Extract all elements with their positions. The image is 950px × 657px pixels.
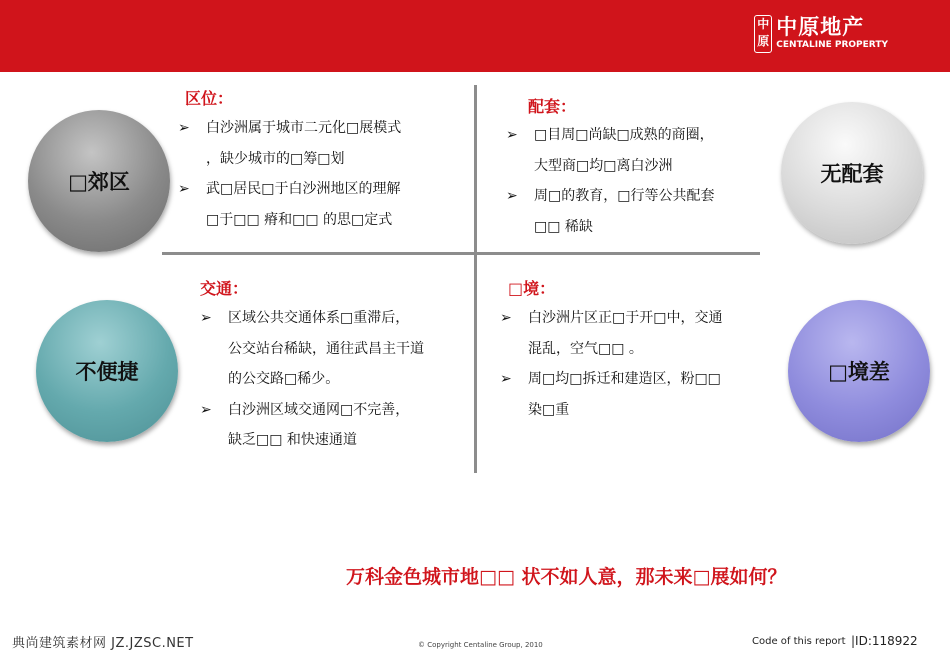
bullets-traffic bbox=[200, 303, 470, 456]
vertical-divider bbox=[474, 85, 477, 473]
heading-facilities: 配套： bbox=[528, 97, 577, 116]
circle-environment-label: □境差 bbox=[828, 360, 890, 384]
heading-location: 区位： bbox=[185, 89, 234, 108]
bullet-arrow-icon: ➢ bbox=[506, 127, 518, 143]
bullet-line: 区域公共交通体系□重滞后， bbox=[228, 310, 410, 326]
conclusion-question: 万科金色城市地□□ 状不如人意，那未来□展如何？ bbox=[346, 566, 787, 588]
bullet-line: □于□□ 瘠和□□ 的思□定式 bbox=[206, 211, 393, 228]
bullet-line: 白沙洲区域交通网□不完善， bbox=[228, 401, 410, 418]
bullet-line: 染□重 bbox=[528, 401, 570, 418]
circle-facilities bbox=[781, 102, 923, 244]
circle-location-label: □郊区 bbox=[68, 170, 130, 194]
bullet-line: 的公交路□稀少。 bbox=[228, 371, 340, 387]
circle-location bbox=[28, 110, 170, 252]
report-code-label: Code of this report bbox=[752, 636, 846, 647]
bullet-line: 白沙洲片区正□于开□中，交通 bbox=[528, 310, 723, 326]
bullet-item bbox=[178, 174, 468, 235]
bullet-arrow-icon: ➢ bbox=[178, 181, 190, 197]
bullet-arrow-icon: ➢ bbox=[200, 310, 212, 326]
bullet-item bbox=[500, 303, 770, 364]
header-bar bbox=[0, 0, 950, 72]
bullet-item bbox=[178, 113, 468, 174]
bullet-arrow-icon: ➢ bbox=[500, 310, 512, 326]
bullet-line: 公交站台稀缺，通往武昌主干道 bbox=[228, 340, 424, 357]
bullets-location bbox=[178, 113, 468, 235]
heading-traffic: 交通： bbox=[200, 279, 249, 298]
bullet-item bbox=[200, 303, 470, 395]
bullet-line: □□ 稀缺 bbox=[534, 218, 593, 235]
logo-name-cn: 中原地产 bbox=[776, 15, 865, 39]
logo-name-en: CENTALINE PROPERTY bbox=[776, 40, 888, 50]
centaline-logo bbox=[754, 15, 888, 55]
bullet-arrow-icon: ➢ bbox=[200, 401, 212, 418]
circle-facilities-label: 无配套 bbox=[820, 162, 884, 186]
watermark-text: 典尚建筑素材网 JZ.JZSC.NET bbox=[12, 636, 194, 651]
bullet-line: 武□居民□于白沙洲地区的理解 bbox=[206, 181, 401, 197]
bullet-arrow-icon: ➢ bbox=[500, 371, 512, 387]
horizontal-divider bbox=[162, 252, 760, 255]
circle-traffic-label: 不便捷 bbox=[75, 360, 139, 384]
bullets-facilities bbox=[506, 120, 766, 242]
bullet-item bbox=[506, 120, 766, 181]
bullet-line: 白沙洲属于城市二元化□展模式 bbox=[206, 120, 402, 136]
bullet-line: 周□均□拆迁和建造区，粉□□ bbox=[528, 371, 721, 387]
bullet-line: 大型商□均□离白沙洲 bbox=[534, 157, 673, 174]
bullet-line: □目周□尚缺□成熟的商圈， bbox=[534, 127, 714, 143]
report-code-value: |ID:118922 bbox=[851, 634, 918, 648]
bullet-item bbox=[506, 181, 766, 242]
bullet-item bbox=[200, 395, 470, 456]
bullet-arrow-icon: ➢ bbox=[178, 120, 190, 136]
heading-environment: □境： bbox=[508, 279, 556, 298]
circle-environment bbox=[788, 300, 930, 442]
bullet-line: 混乱，空气□□ 。 bbox=[528, 340, 643, 357]
bullet-arrow-icon: ➢ bbox=[506, 188, 518, 204]
copyright-text: © Copyright Centaline Group, 2010 bbox=[418, 641, 543, 649]
bullet-line: ，缺少城市的□筹□划 bbox=[206, 150, 345, 167]
bullets-environment bbox=[500, 303, 770, 425]
logo-seal-icon: 中原 bbox=[754, 15, 772, 53]
bullet-line: 周□的教育，□行等公共配套 bbox=[534, 188, 715, 204]
circle-traffic bbox=[36, 300, 178, 442]
bullet-item bbox=[500, 364, 770, 425]
bullet-line: 缺乏□□ 和快速通道 bbox=[228, 432, 357, 448]
